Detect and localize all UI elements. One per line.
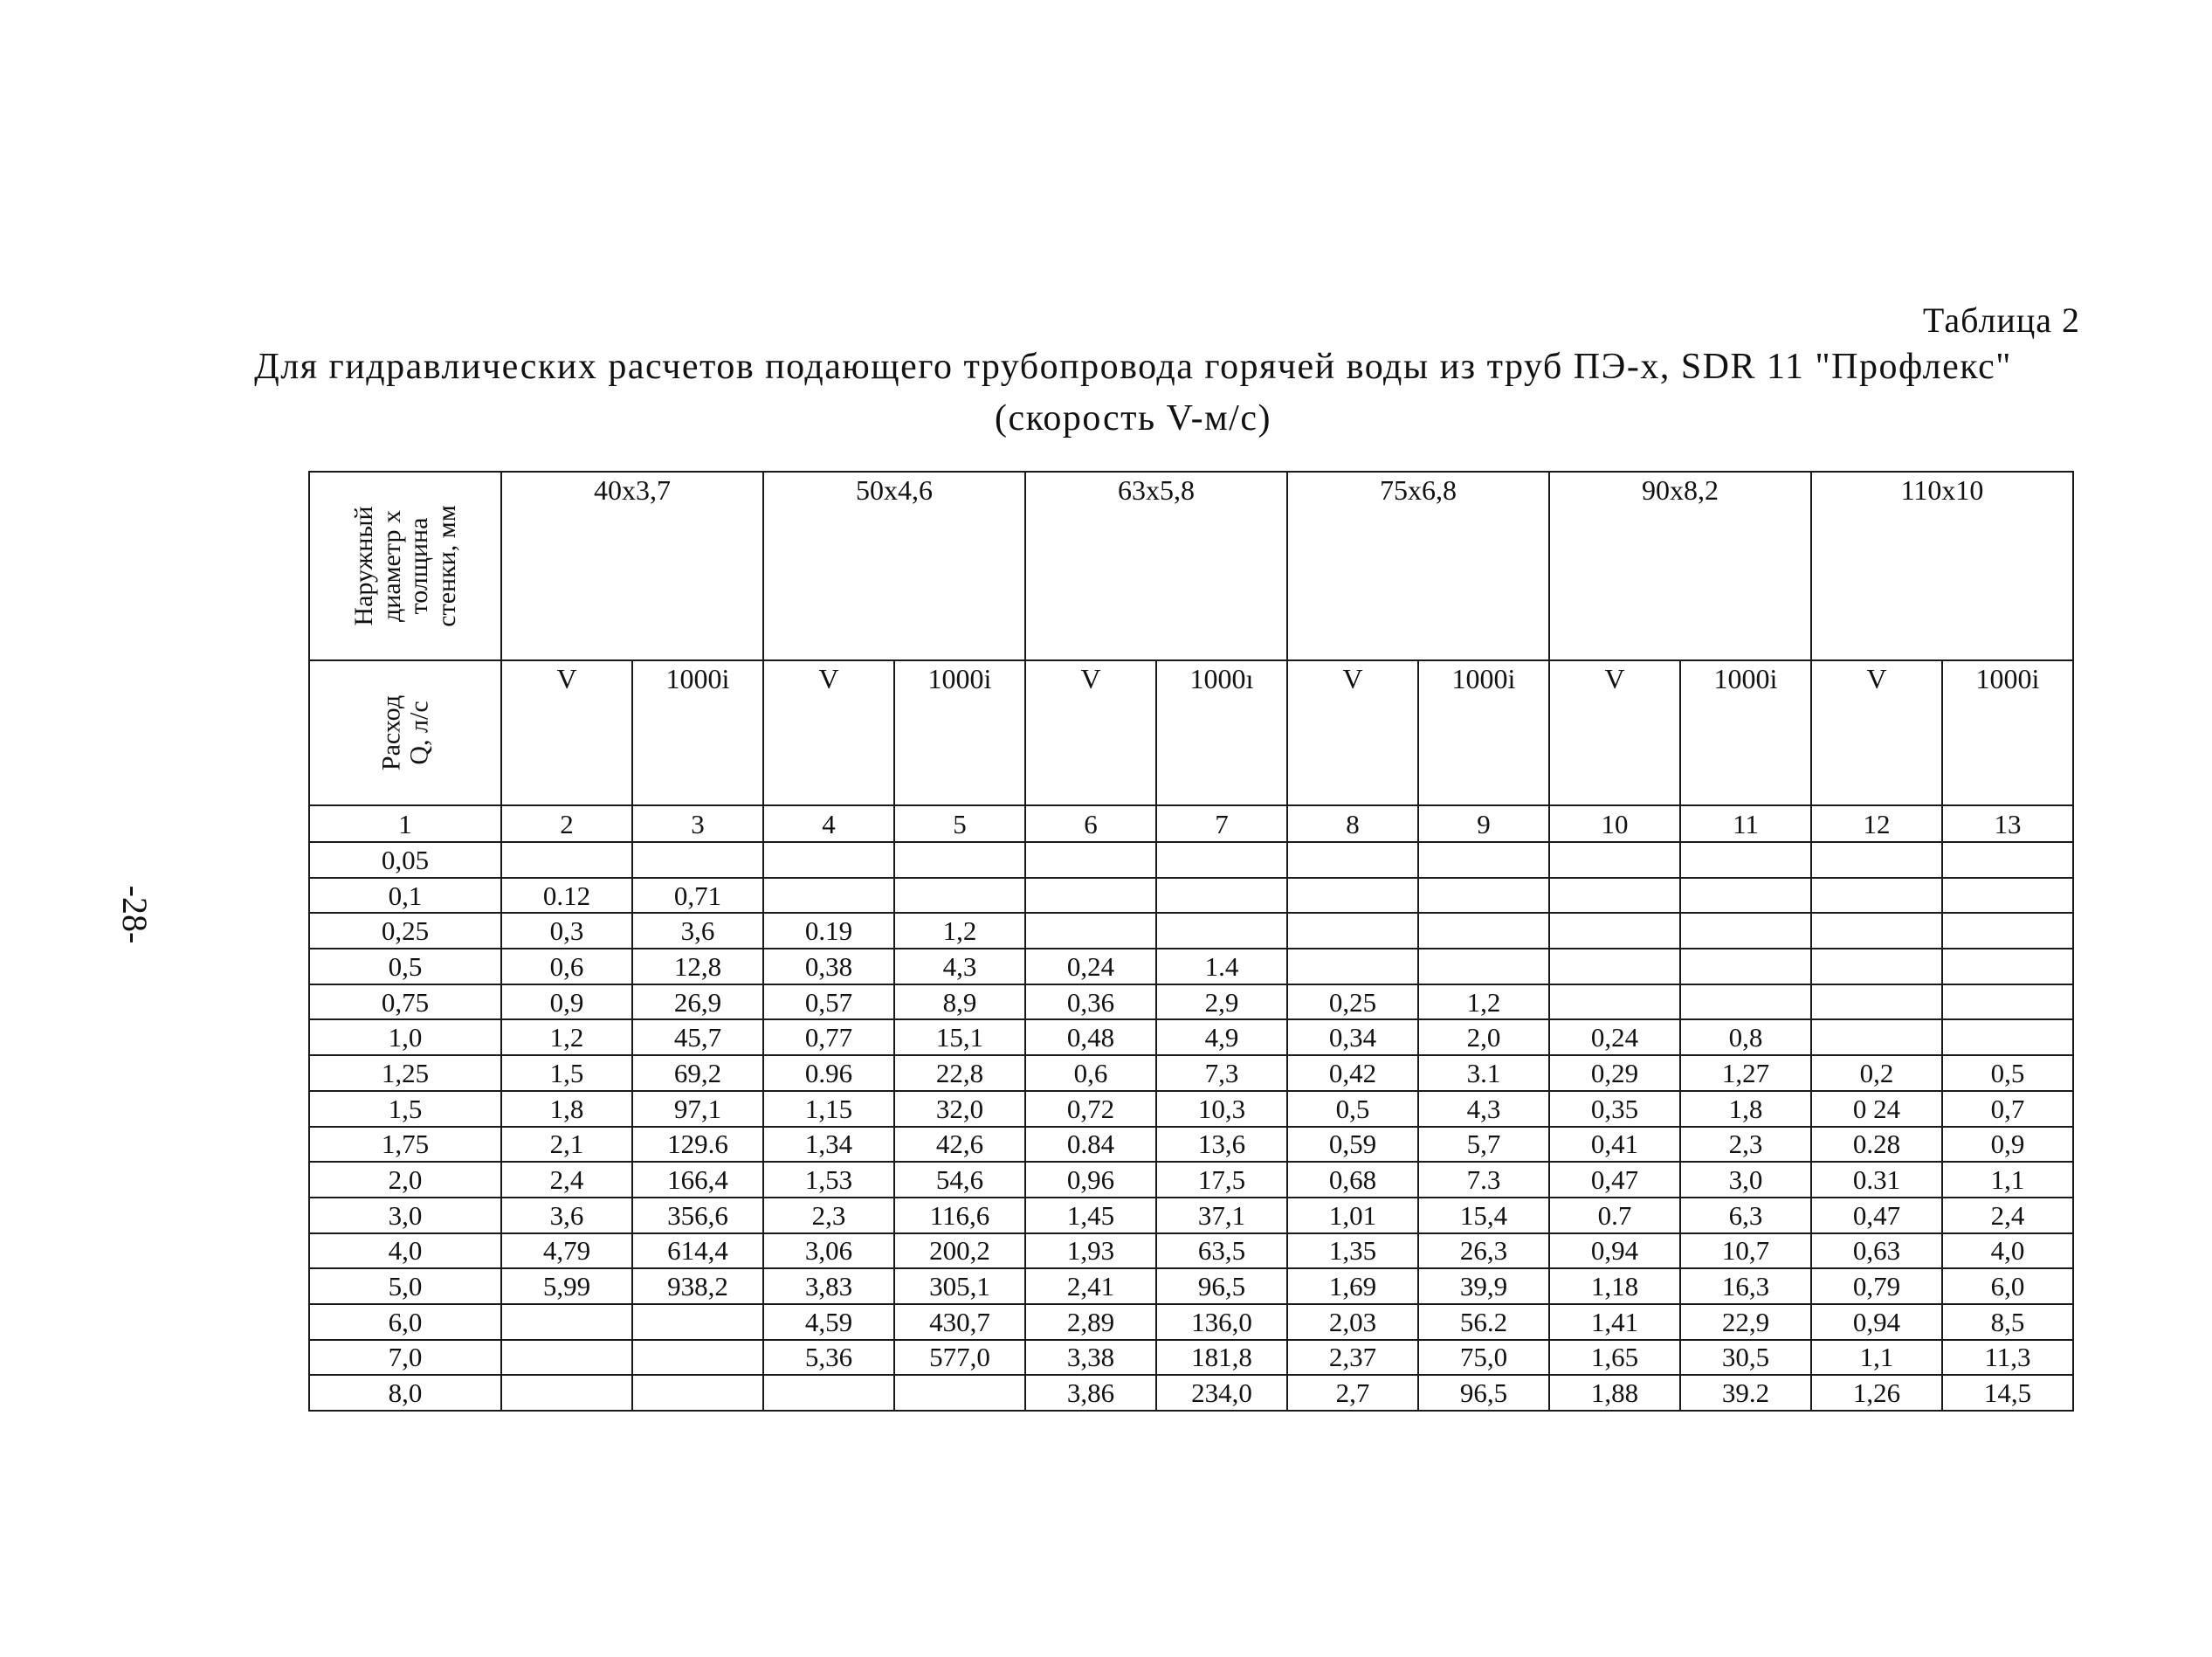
diameter-header: 110х10 [1811, 472, 2073, 660]
table-cell [1418, 949, 1549, 984]
table-cell: 10,3 [1156, 1091, 1287, 1127]
table-cell: 1,53 [763, 1162, 894, 1198]
row-header-flow [309, 660, 501, 805]
table-cell: 54,6 [894, 1162, 1025, 1198]
table-cell: 166,4 [632, 1162, 763, 1198]
table-cell: 1,41 [1549, 1304, 1680, 1340]
table-cell: 0.19 [763, 913, 894, 949]
table-cell: 1,18 [1549, 1268, 1680, 1304]
table-cell [501, 1304, 632, 1340]
table-cell: 0,24 [1549, 1019, 1680, 1055]
table-cell: 1,26 [1811, 1375, 1942, 1411]
flow-cell: 1,5 [309, 1091, 501, 1127]
table-cell: 0,34 [1287, 1019, 1418, 1055]
table-cell: 96,5 [1156, 1268, 1287, 1304]
table-cell: 2,7 [1287, 1375, 1418, 1411]
table-cell [1680, 842, 1811, 878]
table-cell: 11,3 [1942, 1340, 2073, 1376]
table-cell: 0,36 [1025, 984, 1156, 1020]
subheader-v: V [1549, 660, 1680, 805]
table-cell [1811, 1019, 1942, 1055]
table-cell: 26,9 [632, 984, 763, 1020]
table-cell: 3,38 [1025, 1340, 1156, 1376]
table-cell: 4,3 [1418, 1091, 1549, 1127]
table-cell: 2,41 [1025, 1268, 1156, 1304]
table-row [309, 1340, 2073, 1376]
table-cell: 1,8 [1680, 1091, 1811, 1127]
table-cell: 1,2 [1418, 984, 1549, 1020]
table-cell: 0,47 [1549, 1162, 1680, 1198]
table-cell: 2,4 [1942, 1198, 2073, 1233]
table-cell: 0,2 [1811, 1055, 1942, 1091]
table-cell: 305,1 [894, 1268, 1025, 1304]
table-cell: 1,01 [1287, 1198, 1418, 1233]
flow-cell: 4,0 [309, 1233, 501, 1269]
table-cell: 5,36 [763, 1340, 894, 1376]
table-cell: 0,35 [1549, 1091, 1680, 1127]
flow-cell: 1,0 [309, 1019, 501, 1055]
table-cell: 0,42 [1287, 1055, 1418, 1091]
table-cell [632, 842, 763, 878]
table-cell [1549, 984, 1680, 1020]
table-row [309, 1162, 2073, 1198]
column-number: 9 [1418, 805, 1549, 842]
table-cell: 1,93 [1025, 1233, 1156, 1269]
table-cell: 1,2 [501, 1019, 632, 1055]
table-cell: 3,06 [763, 1233, 894, 1269]
table-cell: 1,35 [1287, 1233, 1418, 1269]
table-row [309, 1127, 2073, 1163]
table-cell: 234,0 [1156, 1375, 1287, 1411]
row-header-diameter [309, 472, 501, 660]
diameter-header: 63х5,8 [1025, 472, 1287, 660]
table-cell [1942, 1019, 2073, 1055]
table-cell: 0,9 [501, 984, 632, 1020]
table-cell: 22,8 [894, 1055, 1025, 1091]
table-cell: 0,24 [1025, 949, 1156, 984]
column-number: 11 [1680, 805, 1811, 842]
subheader-1000i: 1000i [1418, 660, 1549, 805]
table-cell [1811, 949, 1942, 984]
table-cell: 5,99 [501, 1268, 632, 1304]
table-cell: 0,71 [632, 878, 763, 914]
table-cell: 0 24 [1811, 1091, 1942, 1127]
flow-cell: 5,0 [309, 1268, 501, 1304]
table-cell [1680, 913, 1811, 949]
table-cell: 129.6 [632, 1127, 763, 1163]
table-cell: 0,59 [1287, 1127, 1418, 1163]
table-cell: 96,5 [1418, 1375, 1549, 1411]
row-header-diameter-line: диаметр х [376, 510, 406, 622]
table-row [309, 842, 2073, 878]
table-row [309, 1375, 2073, 1411]
column-number: 13 [1942, 805, 2073, 842]
table-cell: 6,3 [1680, 1198, 1811, 1233]
table-cell: 30,5 [1680, 1340, 1811, 1376]
table-cell: 0,5 [1287, 1091, 1418, 1127]
table-row [309, 949, 2073, 984]
table-cell: 15,1 [894, 1019, 1025, 1055]
table-cell: 1,27 [1680, 1055, 1811, 1091]
table-cell [1287, 842, 1418, 878]
table-cell: 1,2 [894, 913, 1025, 949]
table-cell: 4,79 [501, 1233, 632, 1269]
table-cell: 0,96 [1025, 1162, 1156, 1198]
subheader-v: V [501, 660, 632, 805]
table-cell: 15,4 [1418, 1198, 1549, 1233]
table-cell: 0,94 [1811, 1304, 1942, 1340]
table-title: Для гидравлических расчетов подающего трубопровода горячей воды из труб ПЭ-х, SDR 11 "Профлекс" [254, 347, 2012, 387]
table-cell: 0,47 [1811, 1198, 1942, 1233]
table-cell: 14,5 [1942, 1375, 2073, 1411]
table-cell: 0,3 [501, 913, 632, 949]
diameter-header: 90х8,2 [1549, 472, 1811, 660]
table-cell [1680, 984, 1811, 1020]
table-cell: 26,3 [1418, 1233, 1549, 1269]
table-cell: 0.31 [1811, 1162, 1942, 1198]
table-cell: 0,6 [501, 949, 632, 984]
table-cell: 938,2 [632, 1268, 763, 1304]
table-cell: 56.2 [1418, 1304, 1549, 1340]
table-cell: 69,2 [632, 1055, 763, 1091]
table-cell: 2,4 [501, 1162, 632, 1198]
table-cell: 7,3 [1156, 1055, 1287, 1091]
table-cell [632, 1304, 763, 1340]
table-row [309, 1091, 2073, 1127]
table-cell [1549, 949, 1680, 984]
table-cell [1287, 913, 1418, 949]
column-number: 1 [309, 805, 501, 842]
table-cell: 0,7 [1942, 1091, 2073, 1127]
table-label: Таблица 2 [1922, 300, 2080, 340]
table-cell: 97,1 [632, 1091, 763, 1127]
table-row [309, 1019, 2073, 1055]
table-cell: 577,0 [894, 1340, 1025, 1376]
table-cell [1942, 949, 2073, 984]
table-cell [501, 1340, 632, 1376]
table-cell [1287, 949, 1418, 984]
row-header-diameter-text [350, 505, 460, 626]
table-cell: 3,6 [501, 1198, 632, 1233]
table-row [309, 1055, 2073, 1091]
table-cell: 200,2 [894, 1233, 1025, 1269]
table-row [309, 1233, 2073, 1269]
table-cell: 2,0 [1418, 1019, 1549, 1055]
table-cell: 37,1 [1156, 1198, 1287, 1233]
table-cell [1680, 878, 1811, 914]
table-cell: 17,5 [1156, 1162, 1287, 1198]
table-cell: 39.2 [1680, 1375, 1811, 1411]
table-cell [1811, 913, 1942, 949]
hydraulic-table [308, 471, 2074, 1412]
table-cell [1156, 842, 1287, 878]
table-cell: 356,6 [632, 1198, 763, 1233]
row-header-diameter-line: Наружный [349, 506, 378, 626]
table-cell [763, 1375, 894, 1411]
flow-cell: 1,75 [309, 1127, 501, 1163]
table-cell [1942, 984, 2073, 1020]
table-cell: 22,9 [1680, 1304, 1811, 1340]
table-cell [1942, 913, 2073, 949]
table-cell: 4,0 [1942, 1233, 2073, 1269]
table-subtitle: (скорость V-м/с) [995, 398, 1271, 438]
subheader-1000i: 1000i [894, 660, 1025, 805]
table-cell: 32,0 [894, 1091, 1025, 1127]
table-cell: 10,7 [1680, 1233, 1811, 1269]
table-cell: 0,25 [1287, 984, 1418, 1020]
table-cell [1156, 913, 1287, 949]
diameter-header: 40х3,7 [501, 472, 763, 660]
table-cell: 2,3 [1680, 1127, 1811, 1163]
table-cell [1418, 842, 1549, 878]
table-cell: 2,03 [1287, 1304, 1418, 1340]
table-cell: 0,72 [1025, 1091, 1156, 1127]
table-cell [1025, 842, 1156, 878]
table-cell: 0,79 [1811, 1268, 1942, 1304]
table-cell [632, 1340, 763, 1376]
table-cell: 42,6 [894, 1127, 1025, 1163]
table-cell: 0,94 [1549, 1233, 1680, 1269]
page-number: -28- [115, 885, 155, 944]
table-cell: 2,3 [763, 1198, 894, 1233]
column-number: 3 [632, 805, 763, 842]
table-cell: 3.1 [1418, 1055, 1549, 1091]
table-cell [1549, 842, 1680, 878]
table-cell: 1,5 [501, 1055, 632, 1091]
flow-cell: 0,5 [309, 949, 501, 984]
column-number: 5 [894, 805, 1025, 842]
table-cell: 1,65 [1549, 1340, 1680, 1376]
table-cell: 2,89 [1025, 1304, 1156, 1340]
flow-cell: 2,0 [309, 1162, 501, 1198]
table-cell: 63,5 [1156, 1233, 1287, 1269]
table-cell: 0,5 [1942, 1055, 2073, 1091]
table-cell [763, 842, 894, 878]
table-cell [632, 1375, 763, 1411]
table-cell: 0,41 [1549, 1127, 1680, 1163]
row-header-flow-line: Расход [376, 694, 406, 771]
row-header-diameter-line: толщина [404, 517, 433, 615]
table-cell [1811, 984, 1942, 1020]
diameter-header: 50х4,6 [763, 472, 1025, 660]
table-cell: 1,1 [1942, 1162, 2073, 1198]
table-cell: 1,15 [763, 1091, 894, 1127]
table-cell [1680, 949, 1811, 984]
table-cell: 430,7 [894, 1304, 1025, 1340]
subheader-v: V [1287, 660, 1418, 805]
table-cell: 1,8 [501, 1091, 632, 1127]
table-cell [763, 878, 894, 914]
flow-cell: 0,1 [309, 878, 501, 914]
table-cell: 181,8 [1156, 1340, 1287, 1376]
table-cell: 45,7 [632, 1019, 763, 1055]
table-cell: 1,45 [1025, 1198, 1156, 1233]
flow-cell: 8,0 [309, 1375, 501, 1411]
column-number: 12 [1811, 805, 1942, 842]
table-cell: 0,77 [763, 1019, 894, 1055]
table-cell: 1,69 [1287, 1268, 1418, 1304]
table-cell [501, 1375, 632, 1411]
table-cell [501, 842, 632, 878]
table-cell: 136,0 [1156, 1304, 1287, 1340]
table-cell: 0.96 [763, 1055, 894, 1091]
table-cell [1811, 842, 1942, 878]
table-row [309, 1198, 2073, 1233]
table-cell: 116,6 [894, 1198, 1025, 1233]
table-cell: 8,5 [1942, 1304, 2073, 1340]
subheader-1000i: 1000i [1680, 660, 1811, 805]
table-cell: 2,1 [501, 1127, 632, 1163]
table-cell: 6,0 [1942, 1268, 2073, 1304]
subheader-v: V [1025, 660, 1156, 805]
table-cell: 39,9 [1418, 1268, 1549, 1304]
row-header-flow-text [378, 695, 433, 770]
table-row [309, 878, 2073, 914]
column-number: 10 [1549, 805, 1680, 842]
column-number: 8 [1287, 805, 1418, 842]
table-cell: 7.3 [1418, 1162, 1549, 1198]
table-cell: 0,9 [1942, 1127, 2073, 1163]
subheader-1000i: 1000i [1942, 660, 2073, 805]
table-row [309, 1304, 2073, 1340]
flow-cell: 0,05 [309, 842, 501, 878]
table-cell: 3,0 [1680, 1162, 1811, 1198]
table-cell: 2,37 [1287, 1340, 1418, 1376]
column-number: 4 [763, 805, 894, 842]
table-row [309, 1268, 2073, 1304]
table-cell: 0,48 [1025, 1019, 1156, 1055]
table-cell [1811, 878, 1942, 914]
subheader-v: V [763, 660, 894, 805]
table-cell: 0,38 [763, 949, 894, 984]
table-body [309, 842, 2073, 1411]
column-number: 7 [1156, 805, 1287, 842]
table-cell: 1,88 [1549, 1375, 1680, 1411]
diameter-header: 75х6,8 [1287, 472, 1549, 660]
table-cell [1549, 913, 1680, 949]
table-cell: 3,83 [763, 1268, 894, 1304]
table-cell: 0,6 [1025, 1055, 1156, 1091]
table-cell [894, 842, 1025, 878]
row-header-diameter-line: стенки, мм [431, 505, 461, 627]
table-row [309, 984, 2073, 1020]
flow-cell: 1,25 [309, 1055, 501, 1091]
table-cell: 16,3 [1680, 1268, 1811, 1304]
table-cell [1156, 878, 1287, 914]
table-cell [1418, 878, 1549, 914]
table-cell: 0,57 [763, 984, 894, 1020]
table-cell [894, 1375, 1025, 1411]
table-cell: 0,63 [1811, 1233, 1942, 1269]
table-cell [1025, 913, 1156, 949]
table-cell: 2,9 [1156, 984, 1287, 1020]
flow-cell: 0,25 [309, 913, 501, 949]
table-cell: 1,34 [763, 1127, 894, 1163]
table-cell [1287, 878, 1418, 914]
table-cell: 3,86 [1025, 1375, 1156, 1411]
table-cell: 1,1 [1811, 1340, 1942, 1376]
table-cell: 8,9 [894, 984, 1025, 1020]
table-cell: 75,0 [1418, 1340, 1549, 1376]
table-cell: 4,3 [894, 949, 1025, 984]
table-cell: 1.4 [1156, 949, 1287, 984]
table-row [309, 913, 2073, 949]
table-cell: 13,6 [1156, 1127, 1287, 1163]
table-cell: 3,6 [632, 913, 763, 949]
flow-cell: 7,0 [309, 1340, 501, 1376]
subheader-1000i: 1000ı [1156, 660, 1287, 805]
flow-cell: 6,0 [309, 1304, 501, 1340]
column-number: 2 [501, 805, 632, 842]
table-cell [1942, 878, 2073, 914]
table-cell [1549, 878, 1680, 914]
table-cell: 0,8 [1680, 1019, 1811, 1055]
table-cell: 5,7 [1418, 1127, 1549, 1163]
column-number: 6 [1025, 805, 1156, 842]
table-cell: 4,9 [1156, 1019, 1287, 1055]
table-cell: 0,29 [1549, 1055, 1680, 1091]
row-header-flow-line: Q, л/с [404, 701, 433, 765]
table-cell: 0.12 [501, 878, 632, 914]
flow-cell: 0,75 [309, 984, 501, 1020]
table-cell: 0,68 [1287, 1162, 1418, 1198]
table-cell: 614,4 [632, 1233, 763, 1269]
table-cell: 0.28 [1811, 1127, 1942, 1163]
subheader-v: V [1811, 660, 1942, 805]
table-cell: 12,8 [632, 949, 763, 984]
subheader-1000i: 1000i [632, 660, 763, 805]
table-cell: 4,59 [763, 1304, 894, 1340]
table-cell [1025, 878, 1156, 914]
table-cell [894, 878, 1025, 914]
table-cell [1418, 913, 1549, 949]
table-cell: 0.7 [1549, 1198, 1680, 1233]
table-cell: 0.84 [1025, 1127, 1156, 1163]
table-cell [1942, 842, 2073, 878]
flow-cell: 3,0 [309, 1198, 501, 1233]
